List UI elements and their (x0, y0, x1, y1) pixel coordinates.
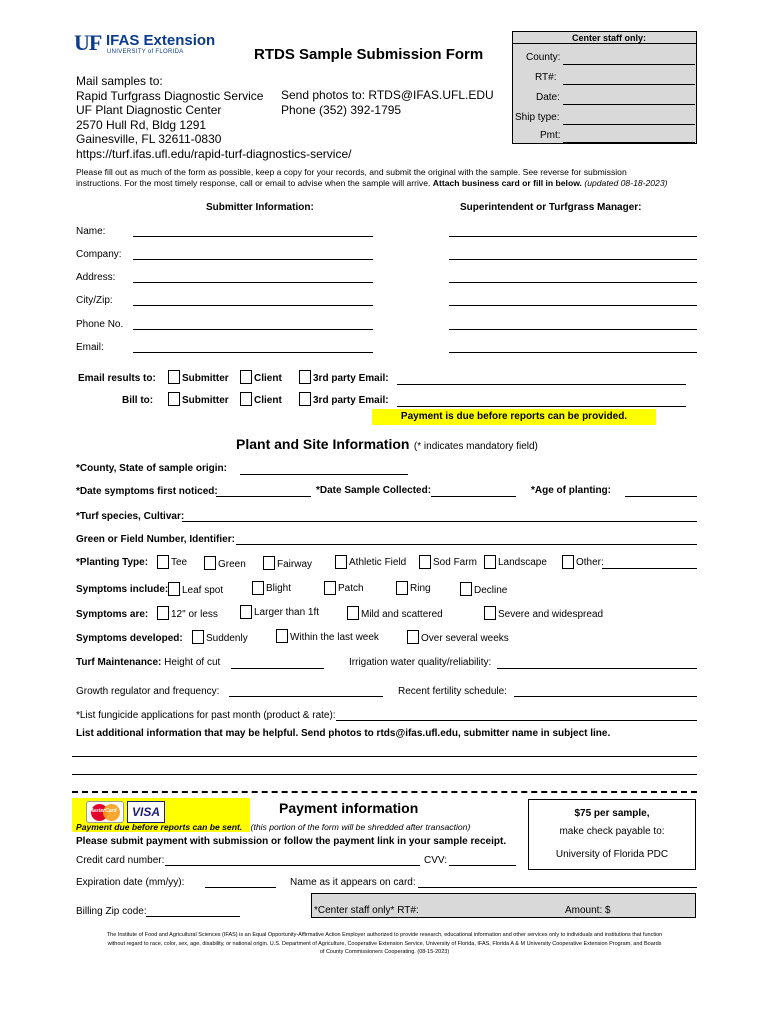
planting-type-label: *Planting Type: (76, 557, 149, 568)
cvv-label: CVV: (424, 855, 447, 866)
planting-sod-farm-checkbox[interactable] (419, 555, 431, 569)
ifas-extension-logo: IFAS Extension (106, 32, 216, 49)
bill-to-submitter-checkbox[interactable] (168, 392, 180, 406)
height-of-cut-label: Height of cut (164, 657, 221, 668)
symptom-leaf-spot-checkbox[interactable] (168, 582, 180, 596)
planting-other-field[interactable] (602, 568, 697, 569)
additional-info-line-1[interactable] (72, 756, 697, 757)
irrigation-field[interactable] (497, 668, 697, 669)
cvv-field[interactable] (449, 865, 516, 866)
payment-due-banner: Payment is due before reports can be provided. (372, 409, 656, 425)
footer (72, 931, 697, 957)
manager-cityzip-field[interactable] (449, 305, 697, 306)
manager-name-field[interactable] (449, 236, 697, 237)
date-collected-label: *Date Sample Collected: (316, 485, 432, 496)
growth-regulator-field[interactable] (229, 696, 383, 697)
planting-fairway-label: Fairway (277, 559, 313, 570)
billing-zip-label: Billing Zip code: (76, 906, 147, 917)
mail-label: Mail samples to: (76, 74, 163, 88)
mail-url: https://turf.ifas.ufl.edu/rapid-turf-diagnostics-service/ (76, 146, 352, 161)
developed-suddenly-checkbox[interactable] (192, 630, 204, 644)
mail-line: Gainesville, FL 32611-0830 (76, 132, 222, 146)
email-results-submitter-label: Submitter (182, 373, 229, 384)
symptom-patch-checkbox[interactable] (324, 581, 336, 595)
instructions-line1: Please fill out as much of the form as possible, keep a copy for your records, and submit the original with the sample. See reverse for submission (76, 167, 627, 177)
staff-rt-payment-label: *Center staff only* RT#: (314, 905, 419, 916)
submitter-email-field[interactable] (133, 352, 373, 353)
fertility-field[interactable] (514, 696, 697, 697)
staff-pmt-label: Pmt: (540, 130, 561, 141)
irrigation-label: Irrigation water quality/reliability: (349, 657, 492, 668)
manager-heading: Superintendent or Turfgrass Manager: (460, 202, 642, 213)
additional-info-line-2[interactable] (72, 774, 697, 775)
staff-payment-box (311, 893, 696, 918)
green-id-field[interactable] (236, 544, 697, 545)
growth-regulator-label: Growth regulator and frequency: (76, 686, 220, 697)
name-on-card-field[interactable] (418, 887, 697, 888)
symptom-blight-label: Blight (266, 583, 292, 594)
manager-email-field[interactable] (449, 352, 697, 353)
name-label: Name: (76, 226, 106, 237)
planting-landscape-label: Landscape (498, 557, 547, 568)
planting-green-checkbox[interactable] (204, 556, 216, 570)
card-number-label: Credit card number: (76, 855, 165, 866)
symptom-severe-label: Severe and widespread (498, 609, 604, 620)
expiration-field[interactable] (205, 887, 276, 888)
phone-text: Phone (352) 392-1795 (281, 103, 402, 117)
center-staff-box (512, 31, 697, 144)
staff-county-line[interactable] (563, 64, 695, 65)
planting-other-checkbox[interactable] (562, 555, 574, 569)
staff-county-label: County: (526, 52, 561, 63)
submitter-phone-field[interactable] (133, 329, 373, 330)
payment-due-note: Payment due before reports can be sent. (76, 822, 243, 832)
name-on-card-label: Name as it appears on card: (290, 877, 416, 888)
check-payable-text: make check payable to: (559, 826, 665, 837)
staff-ship-line[interactable] (563, 124, 695, 125)
staff-date-label: Date: (536, 92, 560, 103)
email-results-third-party-checkbox[interactable] (299, 370, 311, 384)
check-payment-box (528, 799, 696, 870)
send-photos-text: Send photos to: RTDS@IFAS.UFL.EDU (281, 88, 494, 102)
symptom-ring-checkbox[interactable] (396, 581, 408, 595)
height-of-cut-field[interactable] (231, 668, 324, 669)
symptom-12in-checkbox[interactable] (157, 606, 169, 620)
email-results-client-label: Client (254, 373, 282, 384)
footer-line: of County Commissioners Cooperating. (08-15-2023) (319, 949, 450, 955)
email-results-third-party-label: 3rd party Email: (313, 373, 389, 384)
mail-line: Rapid Turfgrass Diagnostic Service (76, 88, 264, 103)
green-id-label: Green or Field Number, Identifier: (76, 534, 235, 545)
manager-address-field[interactable] (449, 282, 697, 283)
staff-pmt-line[interactable] (563, 142, 695, 143)
planting-sod-farm-label: Sod Farm (433, 557, 477, 568)
shred-note: (this portion of the form will be shredded after transaction) (250, 822, 471, 832)
plant-site-note: (* indicates mandatory field) (413, 441, 538, 452)
maintenance-label: Turf Maintenance: (76, 657, 162, 668)
symptom-mild-label: Mild and scattered (361, 609, 443, 620)
symptom-larger-label: Larger than 1ft (254, 607, 320, 618)
email-results-client-checkbox[interactable] (240, 370, 252, 384)
email-label: Email: (76, 342, 104, 353)
symptom-12in-label: 12" or less (171, 609, 218, 620)
symptom-larger-checkbox[interactable] (240, 605, 252, 619)
age-label: *Age of planting: (531, 485, 611, 496)
county-field[interactable] (240, 474, 408, 475)
form-title: RTDS Sample Submission Form (254, 46, 484, 63)
species-label: *Turf species, Cultivar: (76, 511, 185, 522)
submitter-heading: Submitter Information: (206, 202, 314, 213)
payee-text: University of Florida PDC (555, 849, 669, 860)
email-results-label: Email results to: (78, 373, 156, 384)
symptom-blight-checkbox[interactable] (252, 581, 264, 595)
visa-icon: VISA (127, 801, 165, 823)
submitter-cityzip-field[interactable] (133, 305, 373, 306)
staff-box-heading: Center staff only: (513, 32, 696, 44)
plant-site-heading-wrap (236, 436, 538, 454)
fertility-label: Recent fertility schedule: (398, 686, 507, 697)
price-text: $75 per sample, (574, 808, 650, 819)
manager-phone-field[interactable] (449, 329, 697, 330)
developed-several-weeks-label: Over several weeks (421, 633, 509, 644)
amount-label: Amount: $ (565, 905, 611, 916)
footer-line: The Institute of Food and Agricultural Sciences (IFAS) is an Equal Opportunity-Affirmative Action Employer authorized to provide research, educational information and other services only to individuals and institutions that function (106, 932, 663, 938)
mastercard-text: MasterCard (89, 808, 117, 814)
plant-site-heading: Plant and Site Information (236, 436, 410, 452)
symptom-ring-label: Ring (410, 583, 431, 594)
instructions-updated: (updated 08-18-2023) (584, 178, 668, 188)
instructions-line2: instructions. For the most timely response, call or email to advise when the sample will arrive. (76, 178, 431, 188)
symptom-patch-label: Patch (338, 583, 364, 594)
bill-to-third-party-field[interactable] (397, 406, 686, 407)
email-results-third-party-field[interactable] (397, 384, 686, 385)
bill-to-third-party-label: 3rd party Email: (313, 395, 389, 406)
developed-last-week-checkbox[interactable] (276, 629, 288, 643)
address-label: Address: (76, 272, 116, 283)
species-field[interactable] (182, 521, 697, 522)
symptom-severe-checkbox[interactable] (484, 606, 496, 620)
symptom-decline-checkbox[interactable] (460, 582, 472, 596)
bill-to-client-checkbox[interactable] (240, 392, 252, 406)
planting-tee-label: Tee (171, 557, 188, 568)
mail-line: 2570 Hull Rd, Bldg 1291 (76, 117, 207, 132)
phone-label: Phone No. (76, 319, 124, 330)
maintenance-row (76, 657, 220, 668)
payment-due-row (76, 822, 470, 832)
fungicide-field[interactable] (336, 720, 697, 721)
email-results-submitter-checkbox[interactable] (168, 370, 180, 384)
mail-line: UF Plant Diagnostic Center (76, 103, 222, 117)
bill-to-client-label: Client (254, 395, 282, 406)
submit-payment-note: Please submit payment with submission or follow the payment link in your sample receipt. (76, 836, 507, 847)
symptoms-include-label: Symptoms include: (76, 584, 169, 595)
symptom-leaf-spot-label: Leaf spot (182, 585, 224, 596)
submitter-address-field[interactable] (133, 282, 373, 283)
developed-last-week-label: Within the last week (290, 632, 379, 643)
submitter-company-field[interactable] (133, 259, 373, 260)
bill-to-third-party-checkbox[interactable] (299, 392, 311, 406)
payment-heading: Payment information (279, 800, 419, 816)
planting-athletic-field-label: Athletic Field (349, 557, 407, 568)
footer-line: without regard to race, color, sex, age, disability, or national origin. U.S. Department of Agriculture, Cooperative Extension Service, University of Florida, IFAS, Florida A & M University Cooperative Extension Program, and Boards (107, 940, 662, 947)
developed-several-weeks-checkbox[interactable] (407, 630, 419, 644)
instructions (76, 167, 701, 189)
instructions-attach: Attach business card or fill in below. (432, 178, 582, 188)
submitter-name-field[interactable] (133, 236, 373, 237)
bill-to-label: Bill to: (122, 395, 154, 406)
staff-date-line[interactable] (563, 104, 695, 105)
expiration-label: Expiration date (mm/yy): (76, 877, 185, 888)
card-number-field[interactable] (165, 865, 420, 866)
manager-company-field[interactable] (449, 259, 697, 260)
planting-athletic-field-checkbox[interactable] (335, 555, 347, 569)
uf-logo-mark: UF (74, 30, 102, 55)
cut-line (72, 791, 697, 793)
symptom-decline-label: Decline (474, 585, 508, 596)
staff-rt-line[interactable] (563, 84, 695, 85)
symptoms-developed-label: Symptoms developed: (76, 633, 183, 644)
symptom-mild-checkbox[interactable] (347, 606, 359, 620)
staff-rt-label: RT#: (535, 72, 557, 83)
planting-green-label: Green (218, 559, 246, 570)
logo-university-text: UNIVERSITY of FLORIDA (107, 49, 184, 55)
mastercard-icon (86, 801, 124, 823)
planting-landscape-checkbox[interactable] (484, 555, 496, 569)
planting-other-label: Other: (576, 557, 604, 568)
developed-suddenly-label: Suddenly (206, 633, 248, 644)
company-label: Company: (76, 249, 122, 260)
planting-fairway-checkbox[interactable] (263, 556, 275, 570)
planting-tee-checkbox[interactable] (157, 555, 169, 569)
billing-zip-field[interactable] (146, 916, 240, 917)
cityzip-label: City/Zip: (76, 295, 113, 306)
staff-ship-label: Ship type: (515, 112, 560, 123)
age-field[interactable] (625, 496, 697, 497)
additional-info-label: List additional information that may be helpful. Send photos to rtds@ifas.ufl.edu, submitter name in subject line. (76, 728, 611, 739)
symptoms-are-label: Symptoms are: (76, 609, 149, 620)
date-symptoms-label: *Date symptoms first noticed: (76, 486, 218, 497)
date-collected-field[interactable] (431, 496, 516, 497)
county-label: *County, State of sample origin: (76, 463, 227, 474)
bill-to-submitter-label: Submitter (182, 395, 229, 406)
date-symptoms-field[interactable] (216, 496, 311, 497)
fungicide-label: *List fungicide applications for past month (product & rate): (76, 710, 336, 721)
